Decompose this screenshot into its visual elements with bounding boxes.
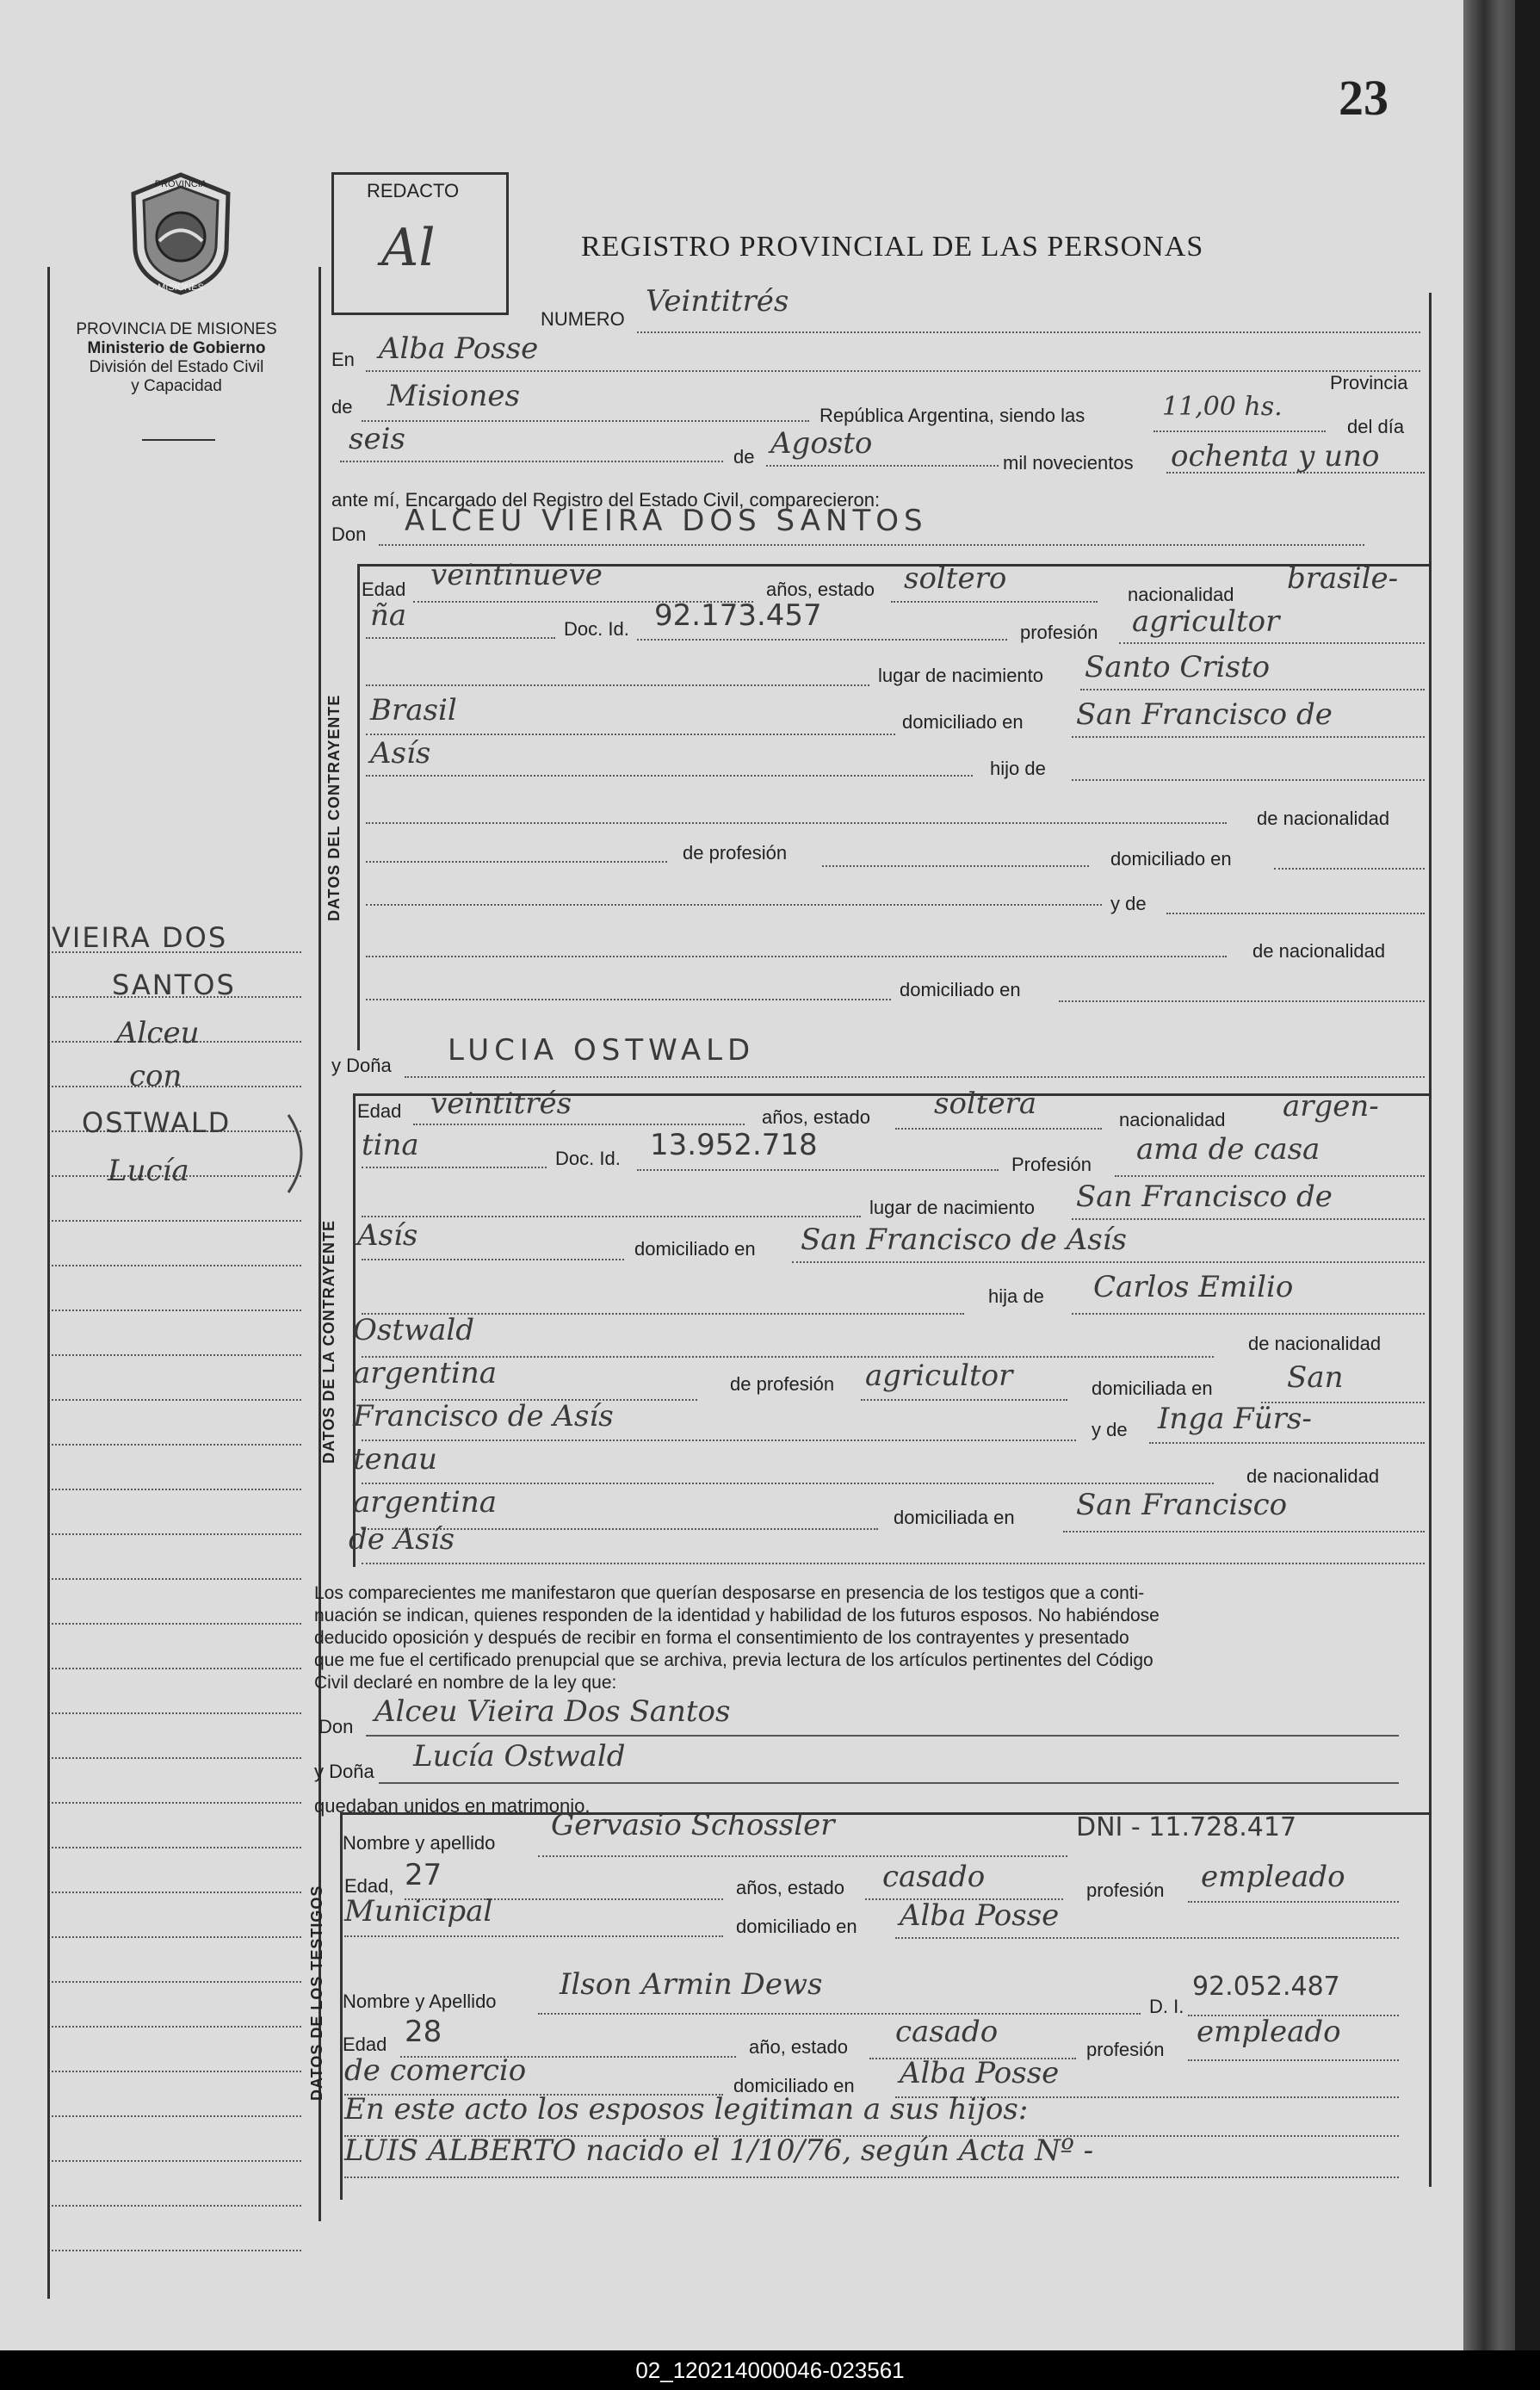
a-value-padre-prof: agricultor: [865, 1359, 1013, 1393]
redacto-label: REDACTO: [367, 180, 460, 201]
t1-value-nombre: Gervasio Schossler: [551, 1808, 835, 1842]
section-contrayente: DATOS DEL CONTRAYENTE: [325, 694, 343, 921]
a-value-madre2: tenau: [353, 1442, 437, 1477]
t1-value-dom: Alba Posse: [900, 1898, 1060, 1933]
t1-value-doc: DNI - 11.728.417: [1076, 1812, 1297, 1842]
value-numero: Veintitrés: [646, 284, 789, 319]
a-value-madre-dom: San Francisco: [1076, 1488, 1288, 1522]
t1-value-estado: casado: [882, 1860, 986, 1894]
margin-dotted-line: [52, 2160, 301, 2162]
label-provincia: Provincia: [1330, 372, 1408, 393]
margin-dotted-line: [52, 1489, 301, 1490]
left-header: [43, 320, 310, 396]
provincial-seal-icon: [125, 168, 237, 297]
t2-label-profesion: profesión: [1086, 2039, 1165, 2060]
t2-label-di: D. I.: [1149, 1996, 1184, 2017]
c-value-doc: 92.173.457: [654, 598, 822, 633]
a-label-domicilio: domiciliado en: [634, 1238, 756, 1260]
t2-label-nombre: Nombre y Apellido: [343, 1991, 497, 2012]
margin-dotted-line: [52, 1668, 301, 1669]
c-label-padre-prof: de profesión: [683, 842, 788, 864]
division-name-2: y Capacidad: [131, 377, 222, 395]
left-header-rule: [142, 439, 215, 441]
label-de-mes: de: [733, 446, 755, 467]
margin-dotted-line: [52, 1981, 301, 1983]
t1-value-edad: 27: [405, 1858, 442, 1892]
c-label-madre-nac: de nacionalidad: [1252, 940, 1386, 962]
margin-dotted-line: [52, 1578, 301, 1580]
label-y-dona: y Doña: [331, 1055, 392, 1076]
label-en: En: [331, 349, 355, 370]
margin-note-2: SANTOS: [112, 969, 236, 1001]
a-label-nacionalidad: nacionalidad: [1119, 1109, 1226, 1130]
margin-note-6: Lucía: [108, 1154, 189, 1188]
t1-label-edad: Edad,: [344, 1875, 394, 1897]
c-label-padre-nac: de nacionalidad: [1257, 808, 1390, 829]
label-don-2: Don: [319, 1716, 354, 1737]
t2-value-nombre: Ilson Armin Dews: [560, 1967, 823, 2002]
margin-dotted-line: [52, 2205, 301, 2207]
c-value-lugar2: Brasil: [370, 693, 457, 728]
margin-note-3: Alceu: [116, 1016, 200, 1050]
t1-label-profesion: profesión: [1086, 1879, 1165, 1901]
c-value-estado: soltero: [904, 561, 1007, 596]
division-name: División del Estado Civil: [89, 358, 264, 376]
c-value-dom2: Asís: [370, 736, 431, 771]
a-label-madre: y de: [1092, 1419, 1128, 1440]
declaration-paragraph: Los comparecientes me manifestaron que querían desposarse en presencia de los testigos que a conti- nuación se indican, quienes responden de la identidad y habilidad de los futuros esposos. No habiéndose deducido oposición y después de recibir en forma el consentimiento de los contrayentes y presentado que me fue el certificado prenupcial que se archiva, previa lectura de los artículos pertinentes del Código Civil declaré en nombre de la ley que:: [314, 1583, 1160, 1693]
value-don-2: Alceu Vieira Dos Santos: [374, 1694, 731, 1729]
c-label-estado: años, estado: [766, 579, 875, 600]
value-anio: ochenta y uno: [1171, 439, 1380, 474]
province-name: PROVINCIA DE MISIONES: [76, 320, 277, 338]
a-value-lugar: San Francisco de: [1076, 1180, 1333, 1214]
label-ante: ante mí, Encargado del Registro del Estado Civil, comparecieron:: [331, 489, 881, 511]
c-label-domicilio: domiciliado en: [902, 711, 1024, 733]
c-value-lugar1: Santo Cristo: [1085, 650, 1271, 684]
margin-dotted-line: [52, 1623, 301, 1625]
margin-dotted-line: [52, 1220, 301, 1222]
a-label-madre-nac: de nacionalidad: [1246, 1465, 1380, 1487]
label-mil: mil novecientos: [1003, 452, 1134, 474]
c-value-nac1: brasile-: [1287, 561, 1399, 596]
a-value-madre-dom2: de Asís: [349, 1522, 455, 1557]
value-mes: Agosto: [770, 426, 873, 461]
label-republica: República Argentina, siendo las: [819, 405, 1085, 426]
label-quedaban: quedaban unidos en matrimonio.: [314, 1795, 591, 1817]
margin-dotted-line: [52, 1712, 301, 1714]
a-label-estado: años, estado: [762, 1106, 870, 1128]
label-del-dia: del día: [1347, 416, 1405, 437]
main-right-border: [1429, 293, 1432, 2187]
c-label-padre-dom: domiciliado en: [1110, 848, 1232, 870]
note-line-2: LUIS ALBERTO nacido el 1/10/76, según Acta Nº -: [344, 2133, 1094, 2168]
book-binding: [1463, 0, 1515, 2350]
value-provincia: Misiones: [387, 379, 520, 413]
label-de: de: [331, 396, 353, 418]
c-label-doc: Doc. Id.: [564, 618, 629, 640]
margin-dotted-line: [52, 1892, 301, 1893]
a-label-lugar-nac: lugar de nacimiento: [869, 1197, 1036, 1218]
section-testigos: DATOS DE LOS TESTIGOS: [308, 1885, 325, 2101]
margin-dotted-line: [52, 2115, 301, 2117]
a-value-padre2: Ostwald: [353, 1313, 474, 1347]
a-value-doc: 13.952.718: [650, 1128, 818, 1162]
a-value-nac1: argen-: [1283, 1089, 1379, 1124]
margin-dotted-line: [52, 1444, 301, 1446]
a-label-padre-dom: domiciliada en: [1092, 1378, 1213, 1399]
a-label-madre-dom: domiciliada en: [894, 1507, 1015, 1528]
t2-value-prof2: de comercio: [344, 2053, 527, 2088]
t1-label-estado: años, estado: [736, 1877, 844, 1898]
t2-label-edad: Edad: [343, 2034, 387, 2055]
page-title: REGISTRO PROVINCIAL DE LAS PERSONAS: [581, 231, 1204, 263]
value-hora: 11,00 hs.: [1162, 392, 1283, 422]
value-dia: seis: [349, 422, 405, 456]
margin-note-1: VIEIRA DOS: [52, 921, 228, 954]
margin-dotted-line: [52, 1310, 301, 1311]
redacto-mark: Al: [381, 218, 436, 278]
t1-label-nombre: Nombre y apellido: [343, 1832, 496, 1854]
a-value-madre: Inga Fürs-: [1158, 1402, 1312, 1436]
margin-dotted-line: [52, 2071, 301, 2072]
margin-dotted-line: [52, 1802, 301, 1804]
value-dona: LUCIA OSTWALD: [448, 1033, 756, 1068]
margin-dotted-line: [52, 1399, 301, 1401]
margin-dotted-line: [52, 2250, 301, 2251]
a-value-lugar2: Asís: [357, 1218, 418, 1253]
margin-dotted-line: [52, 1757, 301, 1759]
t2-value-estado: casado: [895, 2015, 999, 2049]
value-dona-2: Lucía Ostwald: [413, 1739, 626, 1774]
t2-value-prof: empleado: [1197, 2015, 1341, 2049]
a-value-padre-dom2: Francisco de Asís: [353, 1399, 614, 1433]
contrayente-left-border: [357, 564, 360, 1050]
label-y-dona-2: y Doña: [314, 1761, 374, 1782]
a-value-madre-nac: argentina: [353, 1485, 498, 1520]
seal-bottom-text: MISIONES: [158, 282, 204, 293]
note-line-1: En este acto los esposos legitiman a sus hijos:: [344, 2092, 1029, 2127]
t1-label-domicilio: domiciliado en: [736, 1916, 857, 1937]
margin-dotted-line: [52, 1533, 301, 1535]
file-identifier: 02_120214000046-023561: [0, 2350, 1540, 2390]
value-don: ALCEU VIEIRA DOS SANTOS: [405, 504, 928, 538]
a-value-padre: Carlos Emilio: [1093, 1270, 1294, 1304]
margin-dotted-line: [52, 2026, 301, 2028]
c-label-hijo-de: hijo de: [990, 758, 1046, 779]
a-label-edad: Edad: [357, 1100, 402, 1122]
c-value-dom1: San Francisco de: [1076, 697, 1333, 732]
c-value-edad: veintinueve: [430, 558, 603, 592]
margin-dotted-line: [52, 1936, 301, 1938]
t2-value-dom: Alba Posse: [900, 2056, 1060, 2090]
seal-top-text: PROVINCIA: [154, 179, 207, 189]
c-label-edad: Edad: [362, 579, 406, 600]
a-label-hija-de: hija de: [988, 1285, 1044, 1307]
t2-label-domicilio: domiciliado en: [733, 2075, 855, 2096]
c-value-prof: agricultor: [1132, 604, 1280, 639]
t2-label-estado: año, estado: [749, 2036, 848, 2058]
redacto-box: [331, 172, 509, 315]
c-label-profesion: profesión: [1020, 622, 1098, 643]
c-value-nac2: ña: [370, 598, 407, 633]
t1-value-prof: empleado: [1201, 1860, 1345, 1894]
section-contrayenta: DATOS DE LA CONTRAYENTE: [320, 1219, 337, 1464]
ministry-name: Ministerio de Gobierno: [87, 339, 266, 357]
t2-value-edad: 28: [405, 2015, 442, 2049]
a-label-profesion: Profesión: [1011, 1154, 1092, 1175]
c-label-nacionalidad: nacionalidad: [1128, 584, 1234, 605]
a-value-dom: San Francisco de Asís: [801, 1223, 1127, 1257]
label-don: Don: [331, 523, 367, 545]
margin-dotted-line: [52, 1847, 301, 1848]
margin-bracket-icon: [284, 1111, 319, 1197]
a-value-edad: veintitrés: [430, 1087, 572, 1121]
t1-value-prof2: Municipal: [344, 1894, 493, 1929]
value-lugar: Alba Posse: [379, 331, 539, 366]
a-value-estado: soltera: [934, 1087, 1037, 1121]
a-value-padre-nac: argentina: [353, 1356, 498, 1390]
a-value-prof: ama de casa: [1136, 1132, 1320, 1167]
page-number: 23: [1339, 70, 1388, 126]
a-label-padre-nac: de nacionalidad: [1248, 1333, 1382, 1354]
margin-dotted-line: [52, 1265, 301, 1266]
margin-dotted-line: [52, 1354, 301, 1356]
label-numero: NUMERO: [541, 308, 625, 330]
margin-note-5: OSTWALD: [82, 1106, 232, 1139]
t2-value-doc: 92.052.487: [1192, 1972, 1340, 2002]
c-label-madre: y de: [1110, 893, 1147, 914]
a-value-nac2: tina: [362, 1128, 419, 1162]
a-label-padre-prof: de profesión: [730, 1373, 835, 1395]
c-label-madre-dom: domiciliado en: [900, 979, 1021, 1000]
a-label-doc: Doc. Id.: [555, 1148, 621, 1169]
margin-border: [47, 267, 50, 2299]
a-value-padre-dom: San: [1287, 1360, 1344, 1395]
c-label-lugar-nac: lugar de nacimiento: [878, 665, 1044, 686]
margin-note-4: con: [129, 1059, 182, 1093]
